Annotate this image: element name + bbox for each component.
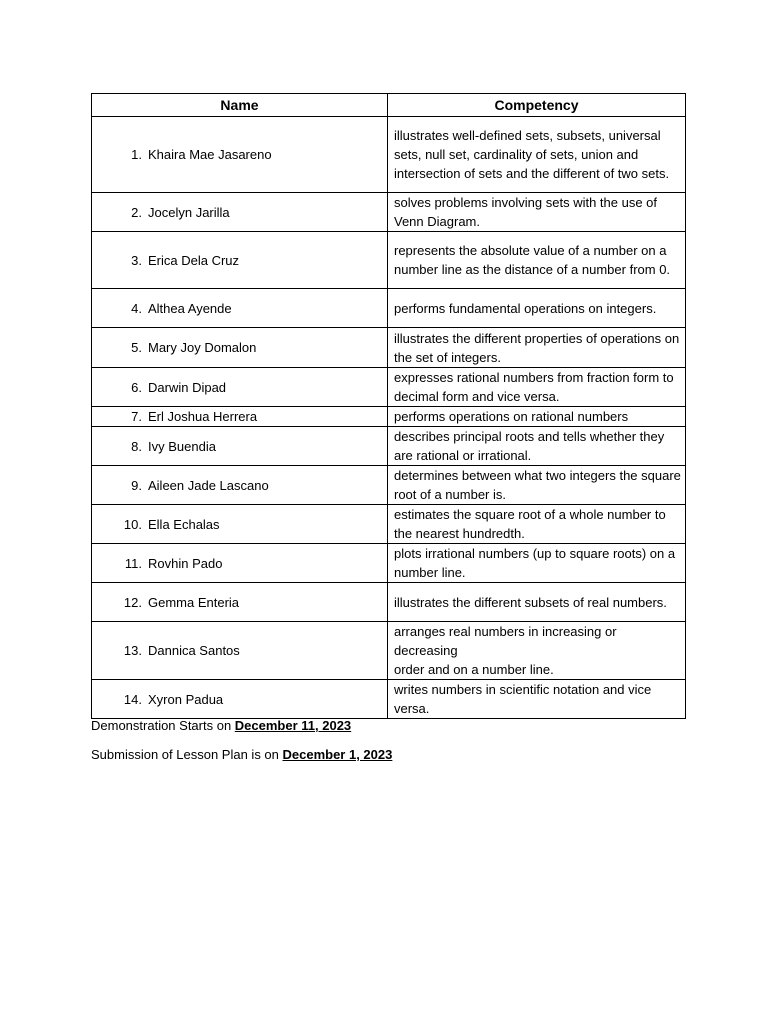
name-cell (92, 427, 388, 466)
competency-cell: expresses rational numbers from fraction form to decimal form and vice versa. (388, 368, 686, 407)
person-name: Althea Ayende (148, 300, 232, 316)
demonstration-label: Demonstration Starts on (91, 718, 235, 733)
competency-cell: performs fundamental operations on integers. (388, 289, 686, 328)
table-body (92, 117, 686, 719)
name-cell (92, 117, 388, 193)
name-cell (92, 232, 388, 289)
competency-cell: determines between what two integers the square root of a number is. (388, 466, 686, 505)
row-number: 8. (131, 438, 142, 454)
person-name: Ivy Buendia (148, 438, 216, 454)
row-number: 5. (131, 340, 142, 355)
table-row (92, 505, 686, 544)
submission-label: Submission of Lesson Plan is on (91, 747, 283, 762)
name-cell (92, 544, 388, 583)
person-name: Erica Dela Cruz (148, 252, 240, 268)
table-row (92, 583, 686, 622)
person-name: Rovhin Pado (148, 555, 223, 571)
table-row (92, 117, 686, 193)
row-number: 4. (131, 300, 142, 316)
row-number: 1. (131, 147, 142, 162)
competency-cell: performs operations on rational numbers (388, 407, 686, 427)
submission-note (91, 747, 392, 763)
name-cell (92, 368, 388, 407)
row-number: 13. (123, 643, 142, 658)
row-number: 10. (123, 516, 142, 532)
row-number: 12. (123, 594, 142, 610)
person-name: Gemma Enteria (148, 594, 240, 610)
submission-date: December 1, 2023 (282, 747, 393, 762)
table-row (92, 193, 686, 232)
table-row (92, 466, 686, 505)
competency-cell: solves problems involving sets with the use of Venn Diagram. (388, 193, 686, 232)
person-name: Aileen Jade Lascano (148, 477, 269, 493)
table-row (92, 289, 686, 328)
person-name: Erl Joshua Herrera (148, 409, 258, 424)
row-number: 2. (131, 204, 142, 220)
name-cell (92, 328, 388, 368)
name-cell (92, 407, 388, 427)
table-row (92, 544, 686, 583)
person-name: Mary Joy Domalon (148, 340, 257, 355)
demonstration-note (91, 718, 351, 734)
competency-cell: plots irrational numbers (up to square roots) on a number line. (388, 544, 686, 583)
competency-cell: illustrates the different properties of operations on the set of integers. (388, 328, 686, 368)
competency-cell: represents the absolute value of a number on a number line as the distance of a number from 0. (388, 232, 686, 289)
competency-cell: estimates the square root of a whole number to the nearest hundredth. (388, 505, 686, 544)
person-name: Xyron Padua (148, 691, 224, 707)
table-row (92, 328, 686, 368)
person-name: Ella Echalas (148, 516, 220, 532)
person-name: Dannica Santos (148, 643, 240, 658)
table-row (92, 232, 686, 289)
name-cell (92, 193, 388, 232)
row-number: 7. (131, 409, 142, 424)
table-row (92, 680, 686, 719)
row-number: 6. (131, 379, 142, 395)
name-cell (92, 505, 388, 544)
table-row (92, 368, 686, 407)
table-row (92, 622, 686, 680)
competency-cell: arranges real numbers in increasing or decreasing order and on a number line. (388, 622, 686, 680)
person-name: Jocelyn Jarilla (148, 204, 230, 220)
table-header-row (92, 94, 686, 117)
row-number: 14. (123, 691, 142, 707)
competency-cell: illustrates the different subsets of real numbers. (388, 583, 686, 622)
competency-cell: describes principal roots and tells whether they are rational or irrational. (388, 427, 686, 466)
competency-column-header: Competency (388, 94, 686, 117)
table-row (92, 427, 686, 466)
row-number: 9. (131, 477, 142, 493)
name-cell (92, 622, 388, 680)
name-cell (92, 680, 388, 719)
table-row (92, 407, 686, 427)
row-number: 11. (124, 555, 142, 571)
competency-cell: illustrates well-defined sets, subsets, universal sets, null set, cardinality of sets, union and intersection of sets and the different of two sets. (388, 117, 686, 193)
name-column-header: Name (92, 94, 388, 117)
name-cell (92, 466, 388, 505)
competency-table (91, 93, 686, 719)
competency-cell: writes numbers in scientific notation and vice versa. (388, 680, 686, 719)
demonstration-date: December 11, 2023 (234, 718, 352, 733)
person-name: Khaira Mae Jasareno (148, 147, 272, 162)
name-cell (92, 583, 388, 622)
name-cell (92, 289, 388, 328)
row-number: 3. (131, 252, 142, 268)
person-name: Darwin Dipad (148, 379, 227, 395)
